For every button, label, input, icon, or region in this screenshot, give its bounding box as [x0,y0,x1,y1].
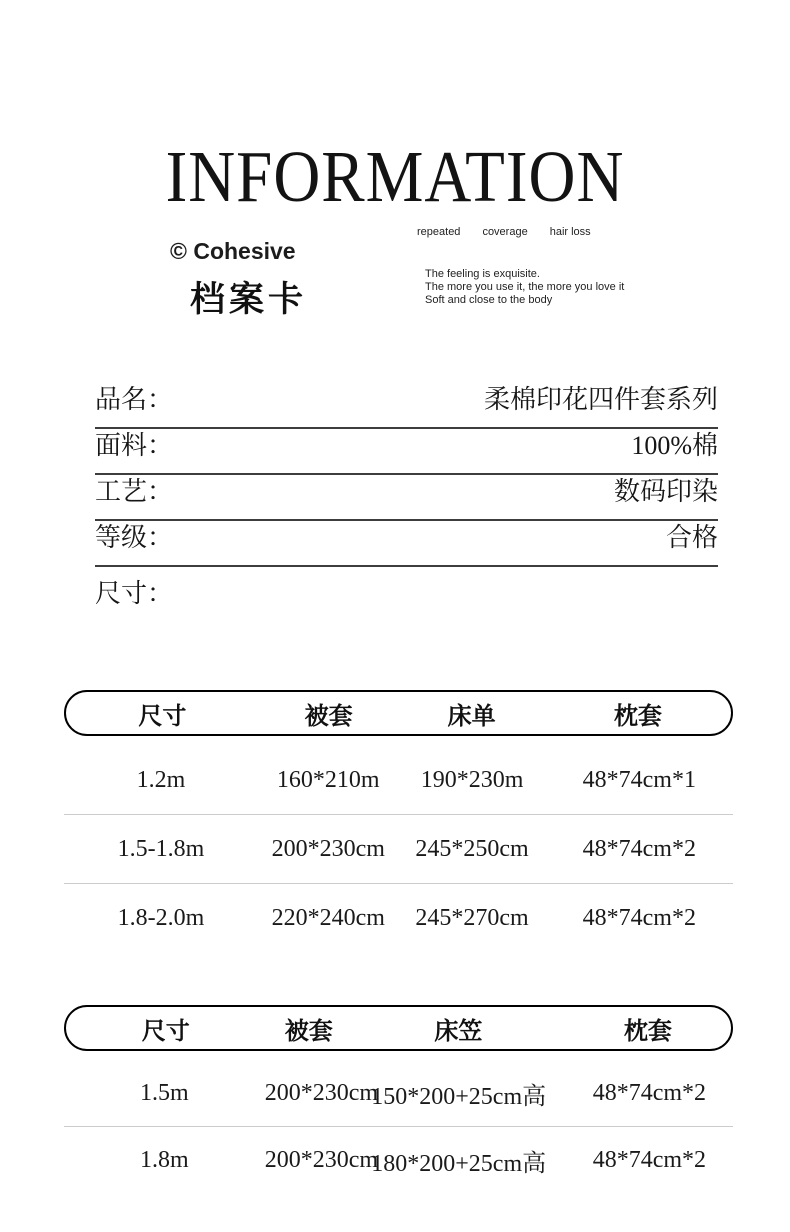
keyword-repeated: repeated [417,226,461,238]
spec-label: 面料： [95,431,174,460]
header-size: 尺寸 [138,702,187,730]
size-table-body [64,1061,733,1193]
spec-label: 品名： [95,385,174,414]
table-row [64,815,733,884]
cell-size: 1.5-1.8m [117,835,205,862]
header-duvet-cover: 被套 [304,702,353,730]
cell-flat-sheet: 245*270cm [415,905,529,931]
cell-pillowcase: 48*74cm*2 [592,1080,707,1106]
spec-row-craft [95,475,718,521]
tagline-line-2: The more you use it, the more you love it [425,281,625,293]
spec-label: 等级： [95,523,174,552]
spec-value: 柔棉印花四件套系列 [483,385,718,414]
page-title: INFORMATION [165,137,625,218]
table-row [64,1127,733,1193]
cell-duvet-cover: 200*230cm [264,1146,379,1173]
table-row [64,1061,733,1127]
spec-value: 100%棉 [631,431,718,460]
spec-row-size [95,575,718,621]
spec-value: 数码印染 [613,477,718,506]
header-fitted-sheet: 床笠 [434,1017,483,1045]
cell-size: 1.2m [136,766,186,793]
spec-row-fabric [95,429,718,475]
cell-pillowcase: 48*74cm*2 [592,1146,707,1173]
cell-fitted-sheet: 150*200+25cm高 [371,1084,547,1110]
cell-size: 1.8-2.0m [117,905,205,931]
header-pillowcase: 枕套 [623,1017,672,1045]
cell-flat-sheet: 245*250cm [415,835,529,862]
tagline-line-3: Soft and close to the body [425,294,553,306]
cell-duvet-cover: 160*210m [276,766,380,793]
size-table-header [64,1005,733,1051]
cell-fitted-sheet: 180*200+25cm高 [371,1150,547,1177]
tagline-line-1: The feeling is exquisite. [425,268,540,280]
cell-pillowcase: 48*74cm*2 [582,905,696,931]
cell-duvet-cover: 200*230cm [264,1080,379,1106]
brand-name: © Cohesive [170,238,296,264]
tagline [425,268,624,307]
cell-flat-sheet: 190*230m [420,766,524,793]
size-table-header [64,690,733,736]
table-row [64,884,733,953]
spec-row-grade [95,521,718,567]
cell-duvet-cover: 200*230cm [271,835,385,862]
cell-duvet-cover: 220*240cm [271,905,385,931]
size-table-body [64,746,733,953]
keyword-coverage: coverage [482,226,528,238]
spec-value: 合格 [665,523,718,552]
cell-pillowcase: 48*74cm*1 [582,766,696,793]
spec-row-product-name [95,383,718,429]
spec-label: 尺寸： [95,579,174,608]
table-row [64,746,733,815]
cell-size: 1.5m [140,1080,189,1106]
keyword-hair-loss: hair loss [549,226,591,238]
header-size: 尺寸 [141,1017,190,1045]
size-table-fitted-sheet [64,1005,733,1193]
header-pillowcase: 枕套 [613,702,662,730]
header-flat-sheet: 床单 [447,702,496,730]
spec-field-list [95,383,718,621]
card-name: 档案卡 [190,280,308,319]
size-table-flat-sheet [64,690,733,953]
cell-pillowcase: 48*74cm*2 [582,835,696,862]
spec-label: 工艺： [95,477,174,506]
keyword-list [417,226,591,238]
header-duvet-cover: 被套 [284,1017,333,1045]
cell-size: 1.8m [140,1146,189,1173]
